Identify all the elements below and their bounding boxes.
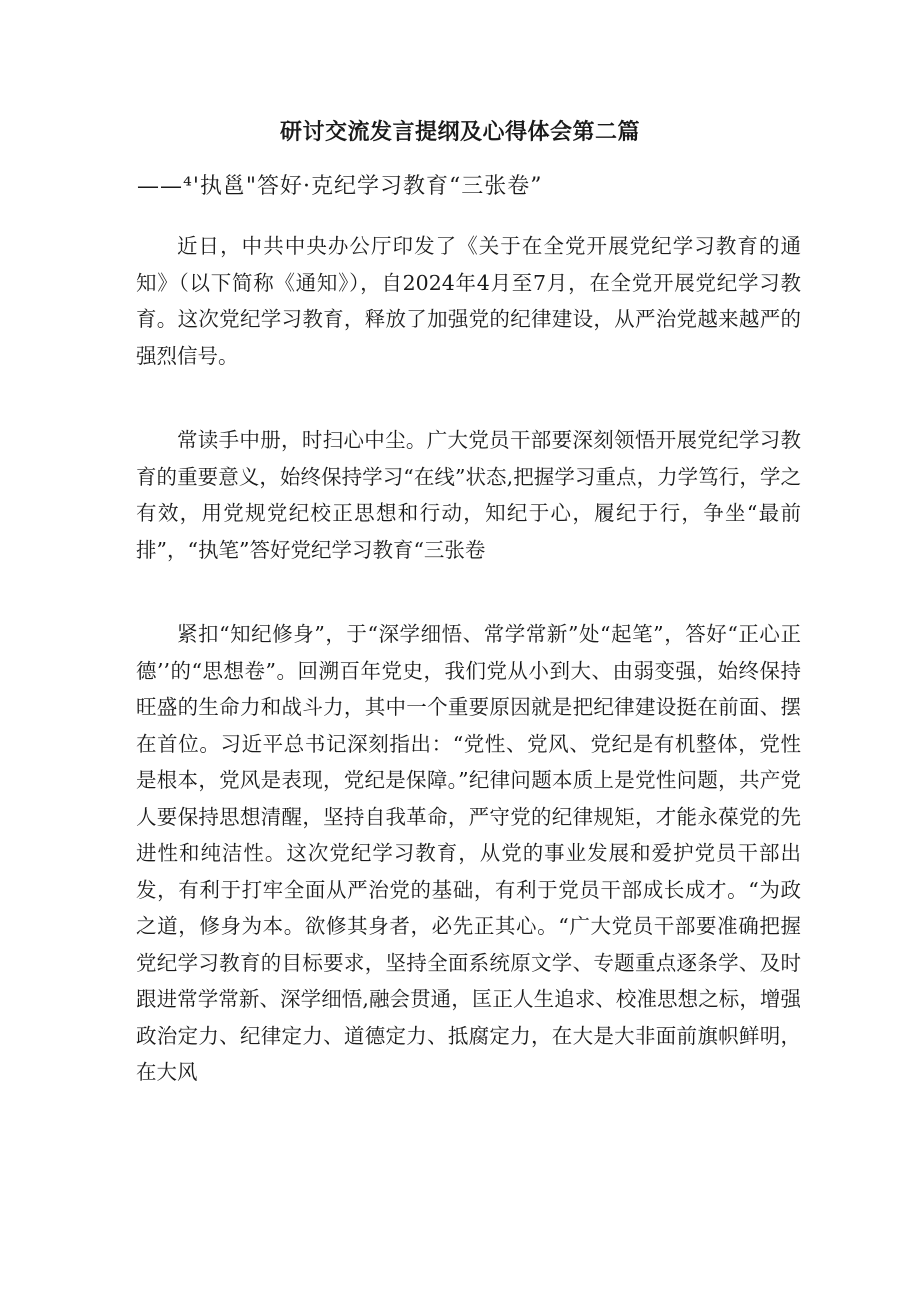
paragraph-intro: 近日，中共中央办公厅印发了《关于在全党开展党纪学习教育的通知》（以下简称《通知》），自2024年4月至7月，在全党开展党纪学习教育。这次党纪学习教育，释放了加强党的纪律建设，从严治党越来越严的强烈信号。 — [136, 234, 801, 368]
paragraph-study: 常读手中册，时扫心中尘。广大党员干部要深刻领悟开展党纪学习教育的重要意义，始终保持学习“在线”状态,把握学习重点，力学笃行，学之有效，用党规党纪校正思想和行动，知纪于心，履纪于行，争坐“最前排”，“执笔”答好党纪学习教育“三张卷 — [136, 428, 801, 562]
paragraph-thought-exam: 紧扣“知纪修身”，于“深学细悟、常学常新”处“起笔”，答好“正心正德’’的“思想卷”。回溯百年党史，我们党从小到大、由弱变强，始终保持旺盛的生命力和战斗力，其中一个重要原因就是把纪律建设挺在前面、摆在首位。习近平总书记深刻指出：“党性、党风、党纪是有机整体，党性是根本，党风是表现，党纪是保障。”纪律问题本质上是党性问题，共产党人要保持思想清醒，坚持自我革命，严守党的纪律规矩，才能永葆党的先进性和纯洁性。这次党纪学习教育，从党的事业发展和爱护党员干部出发，有利于打牢全面从严治党的基础，有利于党员干部成长成才。“为政之道，修身为本。欲修其身者，必先正其心。“广大党员干部要准确把握党纪学习教育的目标要求，坚持全面系统原文学、专题重点逐条学、及时跟进常学常新、深学细悟,融会贯通，匡正人生追求、校准思想之标，增强政治定力、纪律定力、道德定力、抵腐定力，在大是大非面前旗帜鲜明，在大风 — [136, 622, 801, 1084]
document-title: 研讨交流发言提纲及心得体会第二篇 — [279, 120, 640, 145]
document-subtitle: ——⁴'执邕"答好·克纪学习教育“三张卷” — [137, 174, 543, 199]
